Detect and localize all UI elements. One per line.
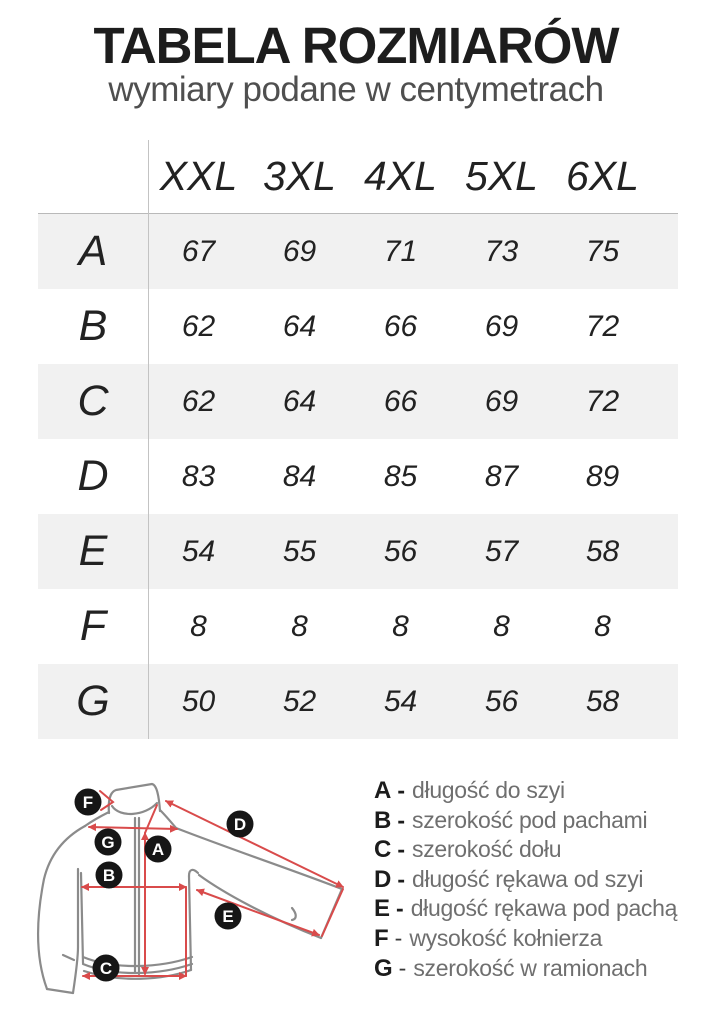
svg-text:C: C bbox=[99, 959, 113, 978]
size-value-cell: 8 bbox=[594, 609, 611, 643]
size-value-cell: 69 bbox=[484, 384, 519, 418]
size-value-cell: 85 bbox=[383, 459, 418, 493]
legend-separator: - bbox=[397, 836, 406, 863]
size-value-cell: 71 bbox=[383, 234, 418, 268]
legend-letter: G bbox=[374, 954, 393, 982]
size-value-cell: 84 bbox=[282, 459, 317, 493]
legend-item-f bbox=[374, 924, 709, 954]
size-value-cell: 69 bbox=[484, 309, 519, 343]
legend-text: długość do szyi bbox=[412, 777, 565, 803]
size-value-cell: 52 bbox=[282, 684, 317, 718]
table-row-e bbox=[38, 514, 678, 589]
column-header-xxl: XXL bbox=[159, 153, 238, 199]
legend-letter: A bbox=[374, 777, 392, 804]
svg-text:D: D bbox=[233, 815, 247, 834]
legend-text: wysokość kołnierza bbox=[409, 924, 603, 951]
size-value-cell: 87 bbox=[484, 459, 519, 493]
size-value-cell: 62 bbox=[181, 309, 216, 343]
legend-separator: - bbox=[394, 924, 403, 951]
size-value-cell: 57 bbox=[484, 534, 519, 568]
column-header-3xl: 3XL bbox=[263, 153, 336, 199]
measurement-legend bbox=[374, 776, 709, 983]
legend-item-b bbox=[374, 806, 709, 836]
measurement-badge-d bbox=[227, 811, 254, 838]
row-label: C bbox=[77, 377, 109, 425]
size-value-cell: 64 bbox=[282, 309, 317, 343]
size-value-cell: 8 bbox=[291, 609, 308, 643]
legend-item-g bbox=[374, 954, 709, 984]
vertical-divider bbox=[148, 140, 149, 739]
row-label: A bbox=[78, 227, 108, 275]
table-row-g bbox=[38, 664, 678, 739]
size-value-cell: 75 bbox=[585, 234, 620, 268]
legend-separator: - bbox=[397, 865, 406, 892]
size-value-cell: 83 bbox=[181, 459, 216, 493]
size-value-cell: 58 bbox=[585, 684, 620, 718]
page-title: TABELA ROZMIARÓW bbox=[93, 17, 619, 74]
size-value-cell: 69 bbox=[282, 234, 317, 268]
size-value-cell: 66 bbox=[383, 384, 418, 418]
measurement-badge-g bbox=[95, 829, 122, 856]
svg-text:B: B bbox=[102, 866, 116, 885]
size-value-cell: 8 bbox=[190, 609, 207, 643]
legend-letter: F bbox=[374, 924, 389, 952]
table-row-f bbox=[38, 589, 678, 664]
legend-letter: E bbox=[374, 895, 391, 923]
column-header-4xl: 4XL bbox=[364, 153, 437, 199]
size-value-cell: 8 bbox=[493, 609, 510, 643]
legend-letter: B bbox=[374, 806, 392, 834]
legend-separator: - bbox=[396, 895, 404, 922]
legend-separator: - bbox=[398, 954, 407, 981]
svg-text:E: E bbox=[222, 907, 234, 926]
legend-separator: - bbox=[397, 806, 406, 833]
size-value-cell: 54 bbox=[383, 684, 418, 718]
column-header-6xl: 6XL bbox=[566, 153, 639, 199]
size-value-cell: 66 bbox=[383, 309, 418, 343]
size-value-cell: 56 bbox=[383, 534, 418, 568]
table-row-b bbox=[38, 289, 678, 364]
measurement-badge-e bbox=[215, 903, 242, 930]
page-subtitle: wymiary podane w centymetrach bbox=[108, 70, 604, 109]
size-value-cell: 8 bbox=[392, 609, 409, 643]
legend-separator: - bbox=[397, 777, 406, 803]
measurement-line-d bbox=[166, 801, 343, 887]
legend-item-e bbox=[374, 894, 709, 924]
row-label: B bbox=[78, 302, 108, 350]
svg-text:G: G bbox=[101, 833, 115, 852]
legend-letter: D bbox=[374, 865, 392, 893]
row-label: D bbox=[77, 452, 109, 500]
legend-text: długość rękawa pod pachą bbox=[410, 895, 678, 922]
measurement-line-g bbox=[89, 827, 177, 829]
size-value-cell: 72 bbox=[585, 384, 620, 418]
measurement-badge-f bbox=[75, 789, 102, 816]
legend-text: szerokość dołu bbox=[412, 836, 562, 863]
svg-text:F: F bbox=[82, 793, 94, 812]
jacket-diagram-icon bbox=[5, 761, 370, 1011]
row-label: E bbox=[78, 527, 108, 575]
size-value-cell: 67 bbox=[181, 234, 216, 268]
size-value-cell: 58 bbox=[585, 534, 620, 568]
legend-item-d bbox=[374, 865, 709, 895]
table-row-d bbox=[38, 439, 678, 514]
size-value-cell: 73 bbox=[484, 234, 519, 268]
row-label: G bbox=[76, 677, 110, 725]
size-value-cell: 50 bbox=[181, 684, 216, 718]
legend-text: szerokość pod pachami bbox=[412, 806, 648, 833]
size-value-cell: 89 bbox=[585, 459, 620, 493]
table-row-a bbox=[38, 214, 678, 289]
legend-text: szerokość w ramionach bbox=[413, 954, 648, 981]
size-table bbox=[38, 140, 678, 739]
svg-text:A: A bbox=[151, 840, 165, 859]
jacket-outline bbox=[38, 784, 342, 993]
column-header-row bbox=[38, 140, 678, 214]
measurement-badge-b bbox=[96, 862, 123, 889]
size-value-cell: 72 bbox=[585, 309, 620, 343]
size-value-cell: 62 bbox=[181, 384, 216, 418]
legend-item-c bbox=[374, 835, 709, 865]
legend-text: długość rękawa od szyi bbox=[412, 865, 644, 892]
row-label: F bbox=[79, 602, 107, 650]
corner-cell bbox=[38, 140, 148, 213]
legend-letter: C bbox=[374, 836, 392, 864]
table-row-c bbox=[38, 364, 678, 439]
size-value-cell: 64 bbox=[282, 384, 317, 418]
size-value-cell: 54 bbox=[181, 534, 216, 568]
measurement-badge-a bbox=[145, 836, 172, 863]
measurement-badge-c bbox=[93, 955, 120, 982]
size-value-cell: 56 bbox=[484, 684, 519, 718]
column-header-5xl: 5XL bbox=[465, 153, 538, 199]
legend-item-a bbox=[374, 776, 709, 806]
jacket-diagram bbox=[5, 761, 370, 1011]
size-value-cell: 55 bbox=[282, 534, 317, 568]
